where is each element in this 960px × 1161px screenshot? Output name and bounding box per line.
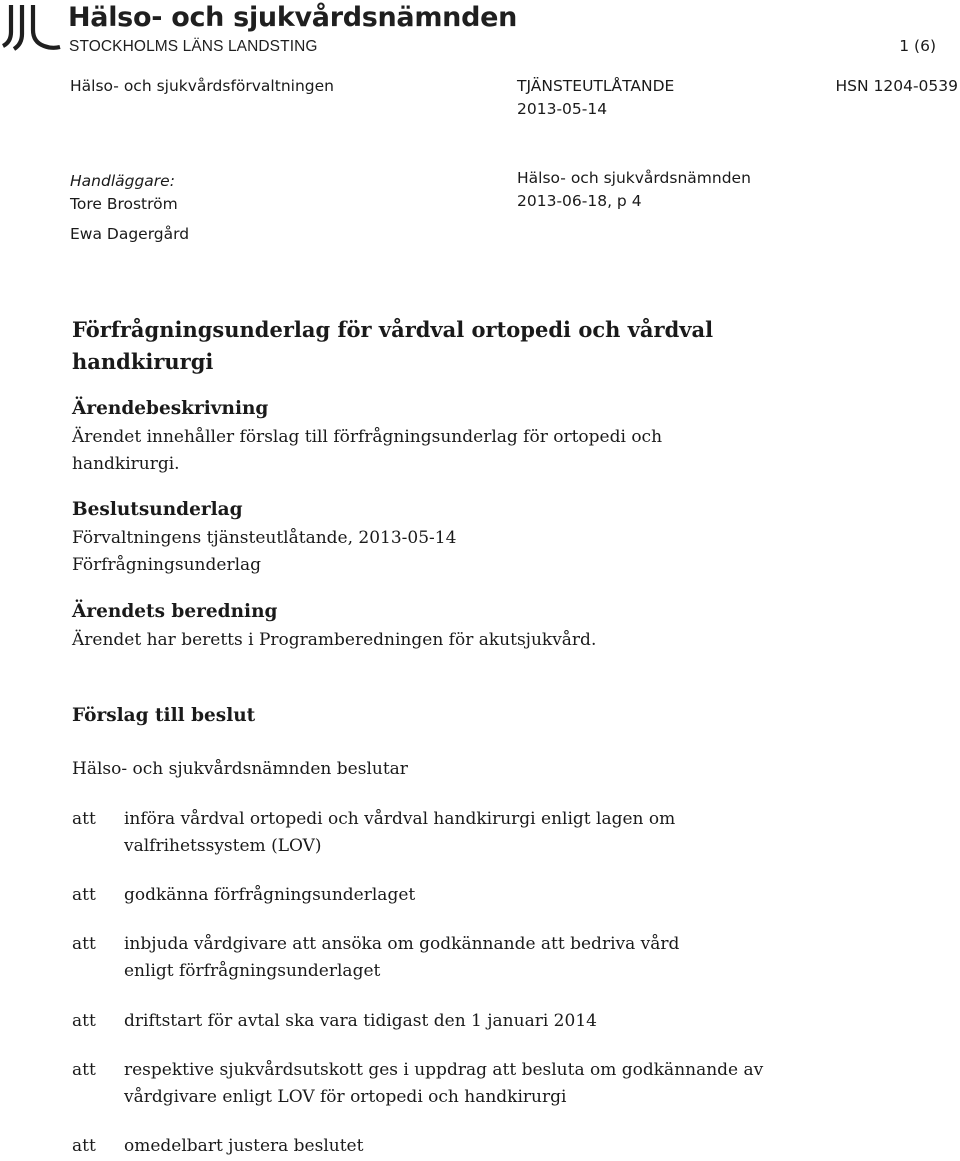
- document-title: Förfrågningsunderlag för vårdval ortopedi och vårdval handkirurgi: [72, 317, 714, 374]
- org-name: Hälso- och sjukvårdsnämnden: [68, 2, 518, 33]
- section-heading: Ärendets beredning: [72, 601, 278, 622]
- meeting-body: Hälso- och sjukvårdsnämnden: [517, 169, 751, 187]
- decision-item: godkänna förfrågningsunderlaget: [124, 885, 416, 905]
- section-heading: Ärendebeskrivning: [72, 398, 269, 419]
- org-subtitle: STOCKHOLMS LÄNS LANDSTING: [69, 38, 318, 55]
- decision-intro: Hälso- och sjukvårdsnämnden beslutar: [72, 759, 408, 779]
- decision-item: införa vårdval ortopedi och vårdval handkirurgi enligt lagen om valfrihetssystem (LOV): [124, 809, 676, 856]
- section-text: Förfrågningsunderlag: [72, 555, 262, 575]
- att-marker: att: [72, 809, 96, 829]
- document-date: 2013-05-14: [517, 100, 608, 118]
- department: Hälso- och sjukvårdsförvaltningen: [70, 77, 334, 95]
- att-marker: att: [72, 885, 96, 905]
- document-type: TJÄNSTEUTLÅTANDE: [517, 77, 675, 95]
- decision-item: driftstart för avtal ska vara tidigast den 1 januari 2014: [124, 1011, 597, 1031]
- att-marker: att: [72, 1011, 96, 1031]
- att-marker: att: [72, 1060, 96, 1080]
- county-council-logo-icon: [0, 2, 62, 52]
- page-number: 1 (6): [899, 37, 936, 55]
- meeting-date: 2013-06-18, p 4: [517, 192, 642, 210]
- handler-name: Tore Broström: [70, 195, 178, 213]
- document-number: HSN 1204-0539: [835, 77, 958, 95]
- decision-item: omedelbart justera beslutet: [124, 1136, 364, 1156]
- handler-label: Handläggare:: [70, 172, 175, 190]
- section-heading: Beslutsunderlag: [72, 499, 243, 520]
- decision-item: respektive sjukvårdsutskott ges i uppdrag att besluta om godkännande av vårdgivare enligt LOV för ortopedi och handkirurgi: [124, 1060, 764, 1107]
- handler-name: Ewa Dagergård: [70, 225, 190, 243]
- att-marker: att: [72, 1136, 96, 1156]
- decision-heading: Förslag till beslut: [72, 705, 256, 726]
- decision-item: inbjuda vårdgivare att ansöka om godkännande att bedriva vård enligt förfrågningsunderlaget: [124, 934, 680, 981]
- att-marker: att: [72, 934, 96, 954]
- section-text: Förvaltningens tjänsteutlåtande, 2013-05-14: [72, 528, 457, 548]
- section-text: Ärendet har beretts i Programberedningen för akutsjukvård.: [72, 630, 597, 650]
- section-text: Ärendet innehåller förslag till förfrågningsunderlag för ortopedi och handkirurgi.: [72, 427, 663, 474]
